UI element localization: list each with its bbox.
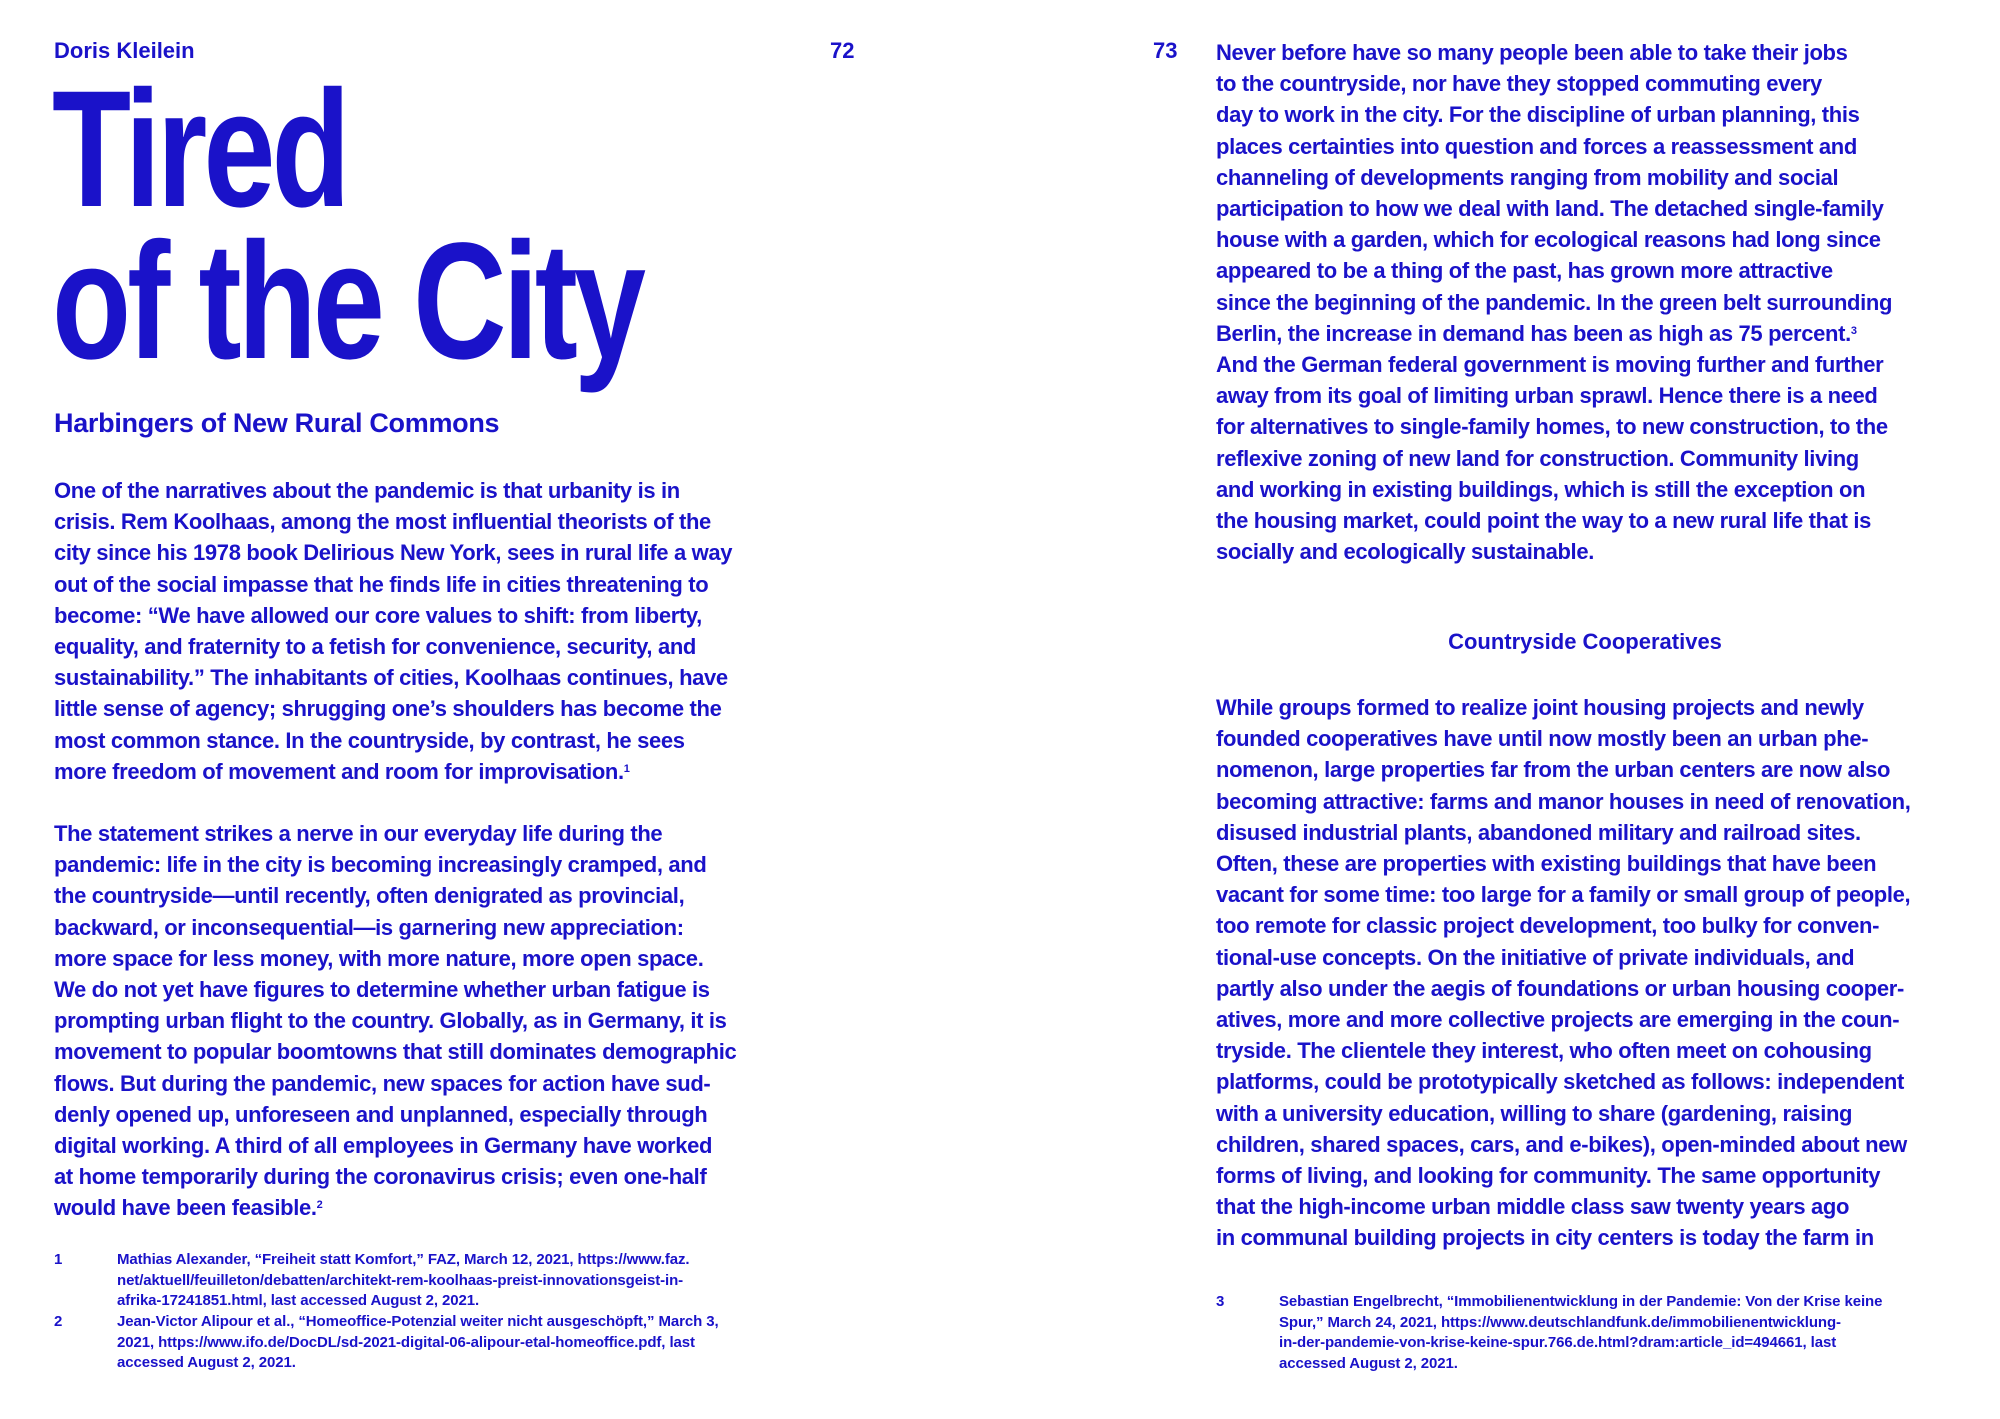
text-line: with a university education, willing to share (gardening, raising	[1216, 1100, 1853, 1126]
footnote-1	[54, 1250, 814, 1312]
text-line: tryside. The clientele they interest, who often meet on cohousing	[1216, 1038, 1872, 1064]
footnote-3	[1216, 1292, 1986, 1376]
text-line: partly also under the aegis of foundations or urban housing cooper-	[1216, 975, 1904, 1001]
text-line: places certainties into question and forces a reassessment and	[1216, 133, 1857, 159]
text-line: disused industrial plants, abandoned military and railroad sites.	[1216, 819, 1861, 845]
text-line: socially and ecologically sustainable.	[1216, 539, 1594, 565]
text-line: Never before have so many people been able to take their jobs	[1216, 40, 1848, 65]
text-line: children, shared spaces, cars, and e-bikes), open-minded about new	[1216, 1131, 1907, 1157]
text-line: movement to popular boomtowns that still dominates demographic	[54, 1039, 737, 1065]
text-line: in communal building projects in city centers is today the farm in	[1216, 1225, 1874, 1251]
text-line: little sense of agency; shrugging one’s shoulders has become the	[54, 696, 722, 722]
text-line: nomenon, large properties far from the urban centers are now also	[1216, 757, 1891, 783]
footnote-number: 3	[1216, 1293, 1225, 1310]
text-line: While groups formed to realize joint housing projects and newly	[1216, 695, 1864, 720]
text-line: the countryside—until recently, often denigrated as provincial,	[54, 883, 685, 909]
page-number-right: 73	[1153, 38, 1178, 63]
text-line: house with a garden, which for ecological reasons had long since	[1216, 227, 1881, 253]
footnote-line: accessed August 2, 2021.	[1279, 1354, 1458, 1372]
text-line: The statement strikes a nerve in our everyday life during the	[54, 821, 663, 846]
text-line: And the German federal government is moving further and further	[1216, 352, 1884, 378]
footnote-line: 2021, https://www.ifo.de/DocDL/sd-2021-digital-06-alipour-etal-homeoffice.pdf, last	[117, 1333, 695, 1351]
text-line: One of the narratives about the pandemic is that urbanity is in	[54, 478, 680, 503]
text-line	[54, 756, 814, 787]
footnote-line: accessed August 2, 2021.	[117, 1354, 296, 1371]
text-line-content: would have been feasible.	[54, 1195, 317, 1221]
text-line: vacant for some time: too large for a family or small group of people,	[1216, 882, 1911, 908]
text-line: forms of living, and looking for community. The same opportunity	[1216, 1163, 1881, 1189]
right-paragraph-1	[1216, 37, 1986, 567]
article-subtitle: Harbingers of New Rural Commons	[54, 408, 500, 438]
footnote-number: 2	[54, 1313, 63, 1330]
page-number-left: 72	[830, 38, 855, 63]
left-paragraph-2	[54, 818, 814, 1224]
text-line: day to work in the city. For the discipline of urban planning, this	[1216, 102, 1860, 128]
author-name: Doris Kleilein	[54, 38, 195, 63]
text-line: tional-use concepts. On the initiative of private individuals, and	[1216, 944, 1855, 970]
footnote-line: in-der-pandemie-von-krise-keine-spur.766.de.html?dram:article_id=494661, last	[1279, 1334, 1837, 1351]
text-line: crisis. Rem Koolhaas, among the most influential theorists of the	[54, 509, 711, 535]
text-line: most common stance. In the countryside, by contrast, he sees	[54, 727, 685, 753]
text-line: channeling of developments ranging from mobility and social	[1216, 164, 1839, 190]
footnote-line: Spur,” March 24, 2021, https://www.deutschlandfunk.de/immobilienentwicklung-	[1279, 1313, 1841, 1331]
text-line	[1216, 318, 1986, 349]
text-line: backward, or inconsequential—is garnering new appreciation:	[54, 914, 684, 940]
text-line: denly opened up, unforeseen and unplanned, especially through	[54, 1101, 708, 1127]
right-paragraph-2	[1216, 692, 1986, 1254]
footnote-ref-2[interactable]: 2	[316, 1199, 323, 1212]
text-line: away from its goal of limiting urban sprawl. Hence there is a need	[1216, 383, 1878, 409]
left-paragraph-1	[54, 475, 814, 787]
text-line: become: “We have allowed our core values to shift: from liberty,	[54, 602, 702, 628]
footnote-ref-1[interactable]: 1	[623, 762, 630, 775]
text-line: at home temporarily during the coronavirus crisis; even one-half	[54, 1164, 707, 1190]
text-line	[54, 1192, 814, 1223]
text-line: atives, more and more collective projects are emerging in the coun-	[1216, 1007, 1900, 1033]
article-title	[52, 57, 643, 394]
footnote-2	[54, 1312, 814, 1374]
footnote-text	[117, 1312, 719, 1374]
text-line: Often, these are properties with existing buildings that have been	[1216, 851, 1877, 877]
footnote-number: 1	[54, 1251, 63, 1268]
section-heading: Countryside Cooperatives	[1448, 629, 1722, 654]
text-line: out of the social impasse that he finds life in cities threatening to	[54, 571, 709, 597]
footnote-ref-3[interactable]: 3	[1850, 324, 1857, 337]
text-line: sustainability.” The inhabitants of cities, Koolhaas continues, have	[54, 665, 728, 691]
text-line: too remote for classic project development, too bulky for conven-	[1216, 913, 1880, 939]
text-line-content: Berlin, the increase in demand has been as high as 75 percent.	[1216, 320, 1851, 346]
text-line: appeared to be a thing of the past, has grown more attractive	[1216, 258, 1833, 284]
text-line: digital working. A third of all employees in Germany have worked	[54, 1133, 713, 1159]
text-line: prompting urban flight to the country. Globally, as in Germany, it is	[54, 1008, 727, 1034]
footnote-line: afrika-17241851.html, last accessed August 2, 2021.	[117, 1292, 480, 1309]
text-line: pandemic: life in the city is becoming increasingly cramped, and	[54, 852, 707, 878]
footnote-line: Sebastian Engelbrecht, “Immobilienentwicklung in der Pandemie: Von der Krise keine	[1279, 1293, 1883, 1310]
text-line: platforms, could be prototypically sketched as follows: independent	[1216, 1069, 1904, 1095]
text-line: to the countryside, nor have they stopped commuting every	[1216, 71, 1822, 97]
text-line: more space for less money, with more nature, more open space.	[54, 945, 704, 971]
text-line: that the high-income urban middle class saw twenty years ago	[1216, 1194, 1850, 1220]
text-line: the housing market, could point the way to a new rural life that is	[1216, 508, 1871, 534]
text-line: city since his 1978 book Delirious New York, sees in rural life a way	[54, 540, 733, 566]
text-line: founded cooperatives have until now mostly been an urban phe-	[1216, 726, 1869, 752]
text-line: and working in existing buildings, which is still the exception on	[1216, 476, 1866, 502]
text-line: for alternatives to single-family homes, to new construction, to the	[1216, 414, 1888, 440]
footnote-line: net/aktuell/feuilleton/debatten/architekt-rem-koolhaas-preist-innovationsgeist-in-	[117, 1271, 684, 1289]
text-line: reflexive zoning of new land for construction. Community living	[1216, 445, 1859, 471]
text-line: since the beginning of the pandemic. In the green belt surrounding	[1216, 289, 1893, 315]
footnote-text	[117, 1250, 689, 1312]
text-line: flows. But during the pandemic, new spaces for action have sud-	[54, 1070, 711, 1096]
title-line-2: of the City	[52, 209, 643, 394]
footnote-line: Mathias Alexander, “Freiheit statt Komfort,” FAZ, March 12, 2021, https://www.faz.	[117, 1251, 690, 1268]
text-line: becoming attractive: farms and manor houses in need of renovation,	[1216, 788, 1911, 814]
text-line: We do not yet have figures to determine whether urban fatigue is	[54, 977, 710, 1003]
text-line: participation to how we deal with land. The detached single-family	[1216, 196, 1884, 222]
text-line-content: more freedom of movement and room for improvisation.	[54, 758, 624, 784]
footnote-line: Jean-Victor Alipour et al., “Homeoffice-Potenzial weiter nicht ausgeschöpft,” March 3,	[117, 1313, 719, 1330]
footnote-text	[1279, 1292, 1882, 1374]
title-line-1: Tired	[52, 57, 347, 242]
text-line: equality, and fraternity to a fetish for convenience, security, and	[54, 634, 697, 660]
